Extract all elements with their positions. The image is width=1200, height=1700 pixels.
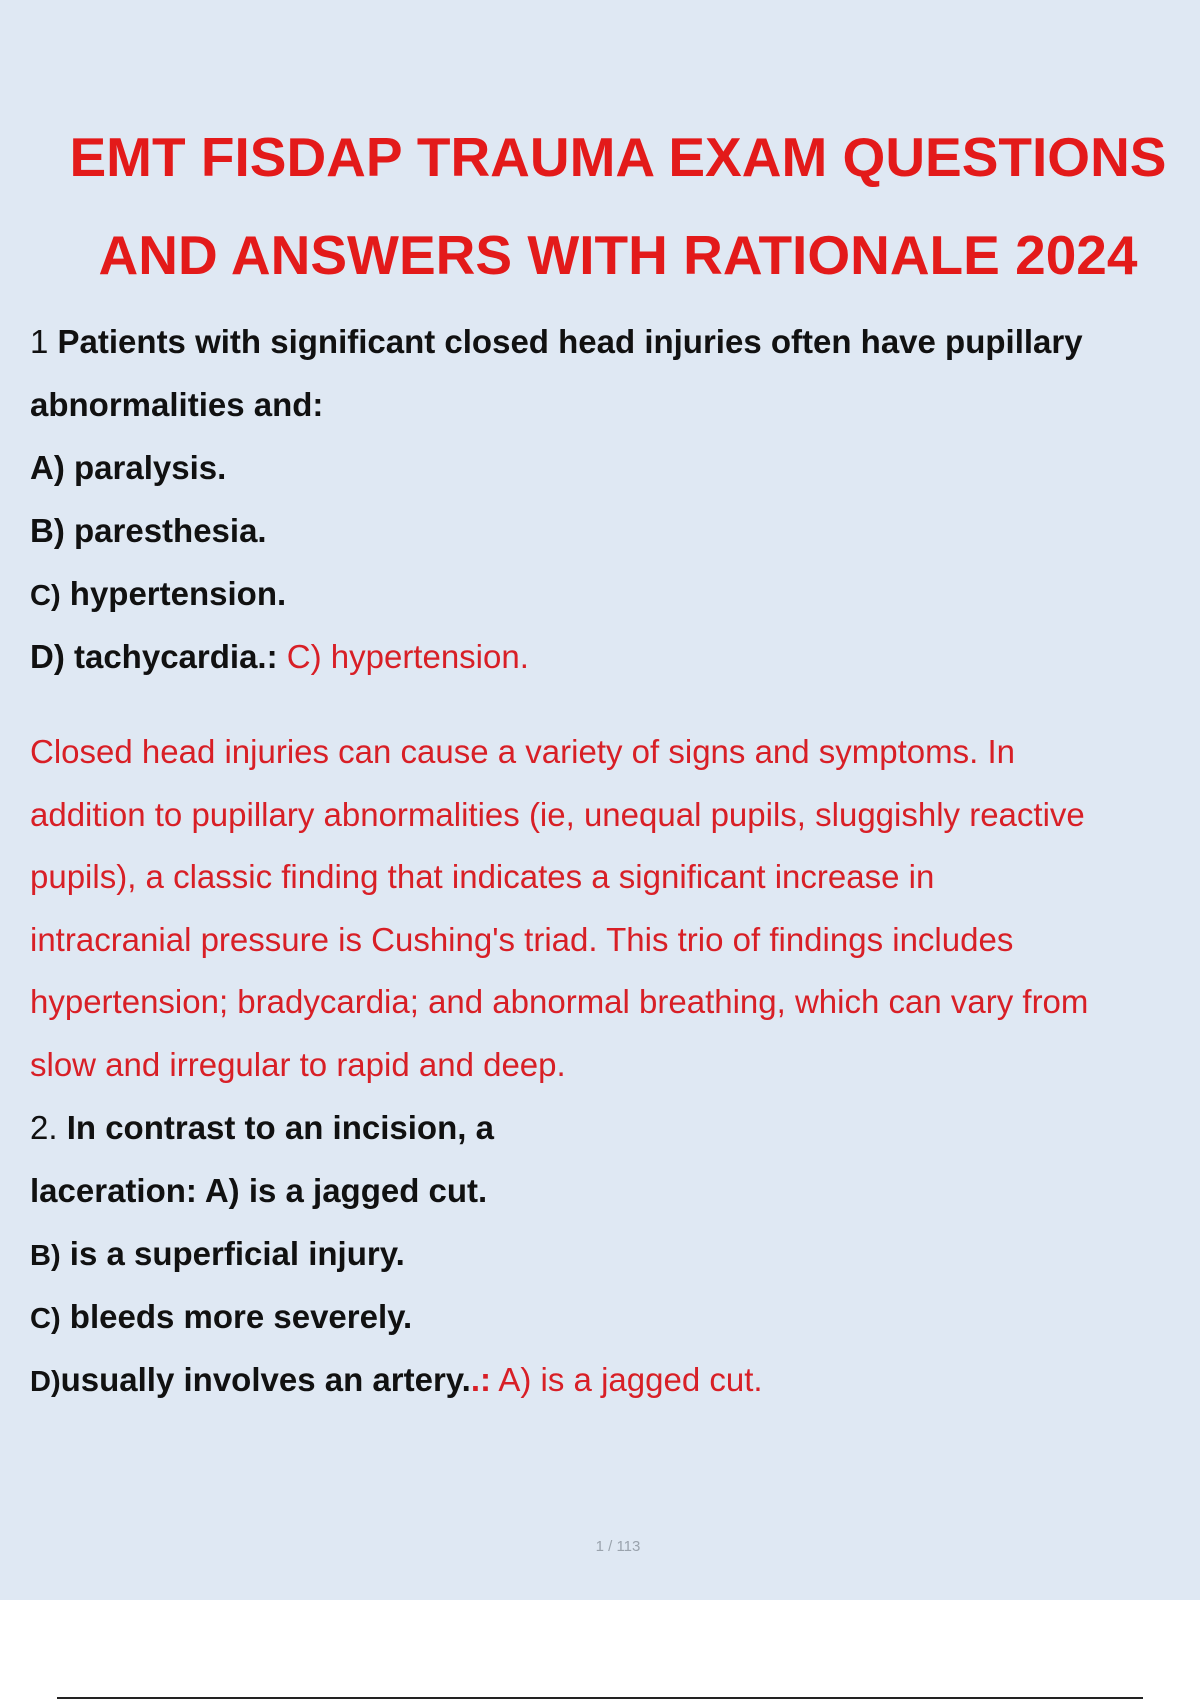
option-a: A) paralysis.	[30, 449, 227, 486]
option-text: D) tachycardia.:	[30, 638, 278, 675]
rationale-line: hypertension; bradycardia; and abnormal breathing, which can vary from	[30, 983, 1089, 1020]
page-number: 1 / 113	[595, 1538, 641, 1555]
option-c	[30, 562, 1200, 625]
rationale-line: addition to pupillary abnormalities (ie, unequal pupils, sluggishly reactive	[30, 795, 1085, 833]
option-b	[30, 1222, 1200, 1285]
question-stem	[30, 310, 1200, 373]
rationale-line: Closed head injuries can cause a variety of signs and symptoms. In	[30, 733, 1016, 770]
document-title	[0, 108, 1200, 304]
option-letter: C)	[30, 580, 61, 612]
question-stem	[30, 1096, 1200, 1159]
rationale-line: intracranial pressure is Cushing's triad. This trio of findings includes	[30, 920, 1014, 958]
option-d	[30, 1348, 1200, 1411]
question-number: 1	[30, 323, 49, 360]
option-text: bleeds more severely.	[69, 1298, 413, 1335]
footer-divider	[57, 1697, 1143, 1699]
correct-answer: A) is a jagged cut.	[498, 1361, 763, 1398]
question-stem-text: Patients with significant closed head injuries often have pupillary	[57, 323, 1083, 360]
question-1	[30, 310, 1200, 1096]
option-letter: D)	[30, 1366, 61, 1398]
rationale-line: slow and irregular to rapid and deep.	[30, 1045, 566, 1083]
question-stem-continued: abnormalities and:	[30, 386, 324, 423]
option-text: usually involves an artery.	[60, 1361, 471, 1398]
title-line-1: EMT FISDAP TRAUMA EXAM QUESTIONS	[69, 126, 1167, 188]
question-2	[30, 1096, 1200, 1411]
option-text: is a superficial injury.	[69, 1235, 405, 1272]
option-b: B) paresthesia.	[30, 512, 267, 549]
answer-separator: .:	[470, 1361, 492, 1398]
option-letter: C)	[30, 1303, 61, 1335]
option-text: hypertension.	[69, 575, 287, 612]
question-number: 2.	[30, 1109, 58, 1146]
correct-answer: C) hypertension.	[286, 638, 529, 675]
rationale	[30, 721, 1200, 1096]
question-stem-text: In contrast to an incision, a	[66, 1109, 494, 1146]
rationale-line: pupils), a classic finding that indicates a significant increase in	[30, 858, 935, 895]
option-letter: B)	[30, 1240, 61, 1272]
document-body	[30, 310, 1200, 1411]
option-d	[30, 625, 1200, 688]
option-c	[30, 1285, 1200, 1348]
question-stem-continued: laceration: A) is a jagged cut.	[30, 1172, 488, 1209]
title-line-2: AND ANSWERS WITH RATIONALE 2024	[98, 224, 1138, 286]
